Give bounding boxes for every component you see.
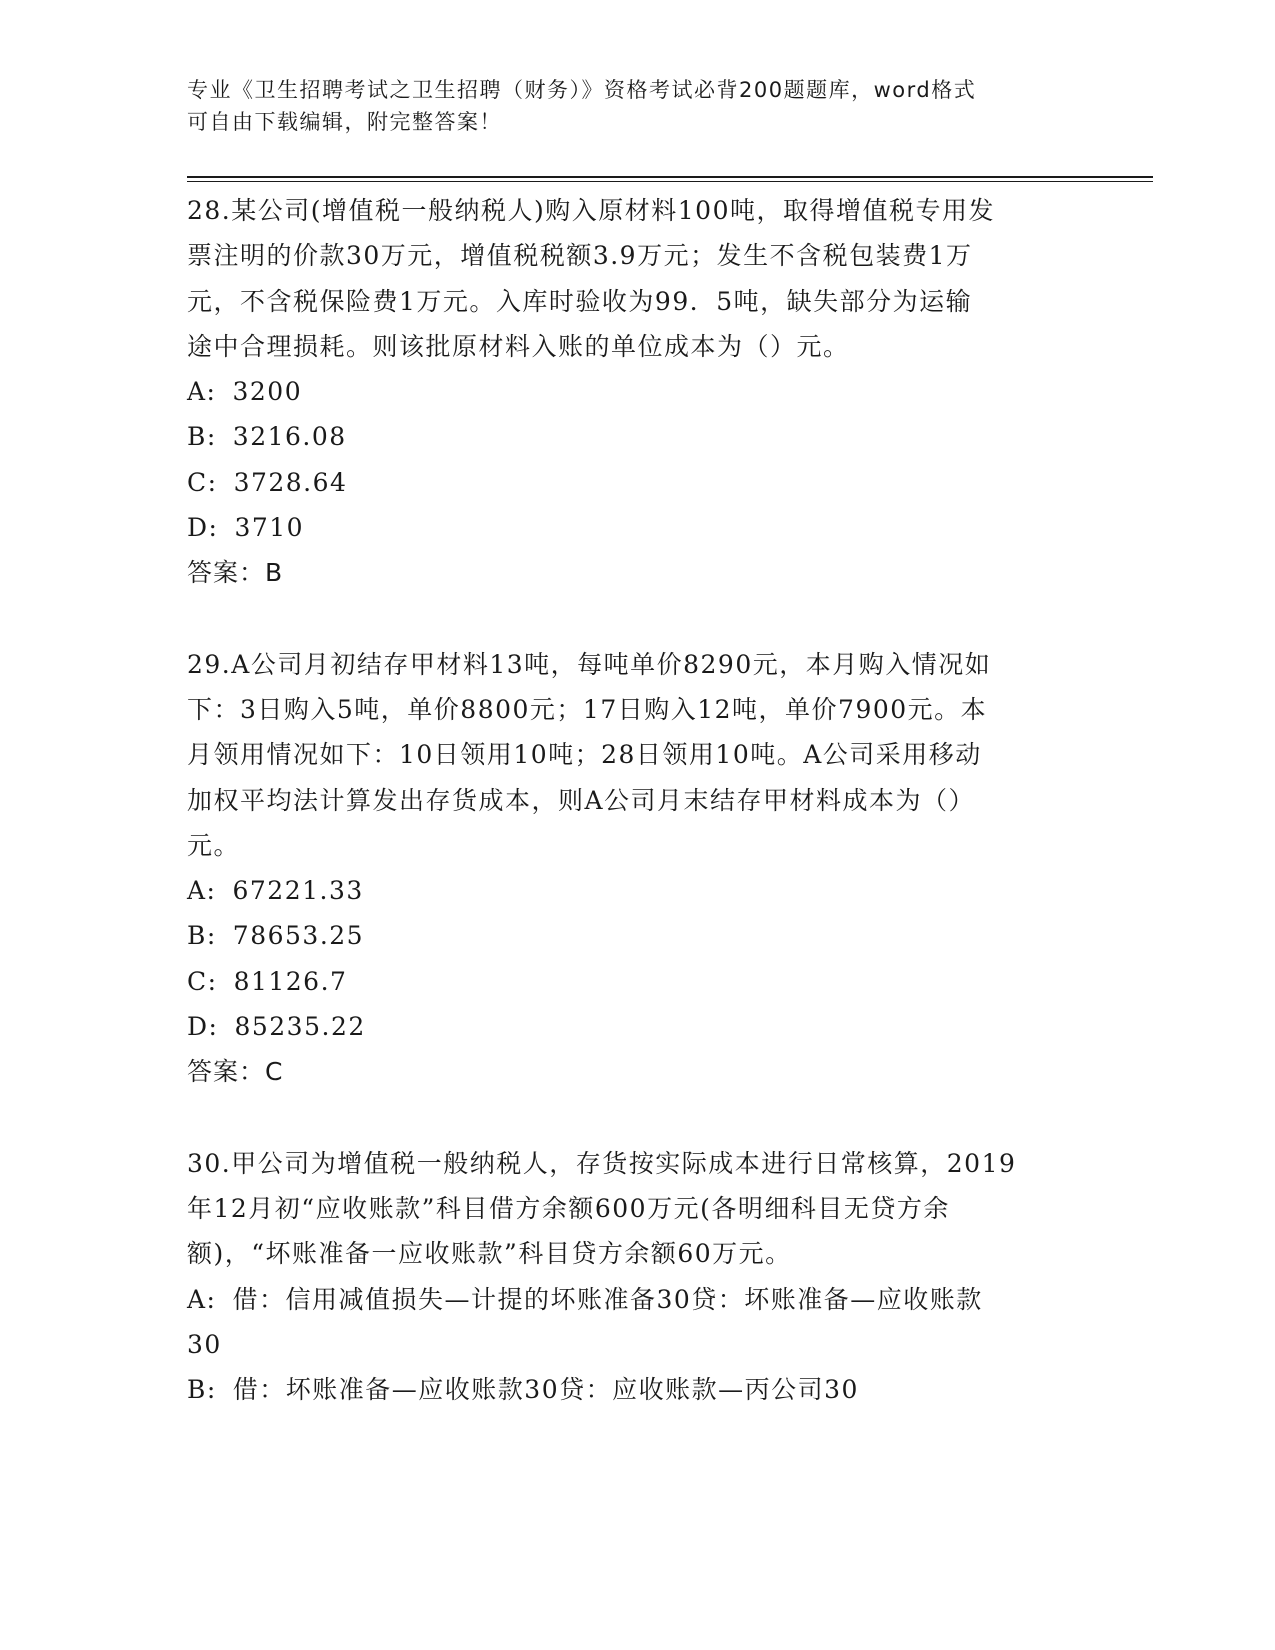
option-c — [187, 959, 1087, 1004]
option-d — [187, 505, 1087, 550]
option-a — [187, 868, 1087, 913]
question-text-line: 元，不含税保险费1万元。入库时验收为99．5吨，缺失部分为运输 — [187, 286, 973, 316]
answer-label: 答案：C — [187, 1057, 284, 1087]
option-b — [187, 1367, 1087, 1412]
question-text-line: 途中合理损耗。则该批原材料入账的单位成本为（）元。 — [187, 331, 850, 361]
answer-label: 答案：B — [187, 558, 284, 588]
option-letter: D: — [187, 1012, 219, 1042]
option-text: 借：坏账准备—应收账款30贷：应收账款—丙公司30 — [232, 1375, 859, 1405]
question-text-line: 月领用情况如下：10日领用10吨；28日领用10吨。A公司采用移动 — [187, 740, 982, 770]
option-text: 3728.64 — [233, 467, 348, 497]
question-text-line: 29.A公司月初结存甲材料13吨，每吨单价8290元，本月购入情况如 — [187, 649, 992, 679]
option-c — [187, 460, 1087, 505]
header-divider-thick — [187, 176, 1153, 178]
option-text: 借：信用减值损失—计提的坏账准备30贷：坏账准备—应收账款 — [232, 1284, 983, 1314]
option-letter: D: — [187, 513, 219, 543]
option-text: 3710 — [234, 513, 305, 543]
question-text-line: 额)，“坏账准备一应收账款”科目贷方余额60万元。 — [187, 1239, 792, 1269]
option-a — [187, 1277, 1087, 1322]
option-text: 78653.25 — [232, 921, 365, 951]
option-b — [187, 913, 1087, 958]
header-line-1: 专业《卫生招聘考试之卫生招聘（财务）》资格考试必背200题题库，word格式 — [187, 78, 977, 102]
header-line-2: 可自由下载编辑，附完整答案！ — [187, 110, 502, 134]
option-text: 30 — [187, 1329, 222, 1359]
question-text-line: 元。 — [187, 830, 241, 860]
option-a-continued — [187, 1322, 1087, 1367]
option-letter: B: — [187, 921, 217, 951]
option-text: 85235.22 — [234, 1012, 366, 1042]
spacer — [187, 596, 1087, 642]
question-list — [187, 188, 1087, 1412]
question-30 — [187, 1141, 1087, 1413]
question-text-line: 年12月初“应收账款”科目借方余额600万元(各明细科目无贷方余 — [187, 1193, 950, 1223]
question-text-line: 加权平均法计算发出存货成本，则A公司月末结存甲材料成本为（） — [187, 785, 976, 815]
option-letter: B: — [187, 1375, 217, 1405]
option-text: 81126.7 — [233, 966, 348, 996]
option-letter: A: — [187, 1284, 217, 1314]
option-b — [187, 414, 1087, 459]
option-letter: C: — [187, 467, 218, 497]
question-text-line: 28.某公司(增值税一般纳税人)购入原材料100吨，取得增值税专用发 — [187, 196, 995, 225]
question-28 — [187, 188, 1087, 596]
question-text-line: 下：3日购入5吨，单价8800元；17日购入12吨，单价7900元。本 — [187, 694, 988, 724]
option-d — [187, 1004, 1087, 1049]
header-divider-thin — [187, 181, 1153, 182]
option-text: 3216.08 — [232, 422, 347, 452]
question-text-line: 30.甲公司为增值税一般纳税人，存货按实际成本进行日常核算，2019 — [187, 1148, 1017, 1178]
option-letter: A: — [187, 377, 217, 407]
document-header — [187, 74, 1067, 138]
spacer — [187, 1095, 1087, 1141]
option-letter: A: — [187, 876, 217, 906]
option-text: 3200 — [232, 377, 303, 407]
option-letter: C: — [187, 966, 218, 996]
option-text: 67221.33 — [232, 876, 364, 906]
option-a — [187, 369, 1087, 414]
option-letter: B: — [187, 422, 217, 452]
question-text-line: 票注明的价款30万元，增值税税额3.9万元；发生不含税包装费1万 — [187, 241, 973, 271]
question-29 — [187, 642, 1087, 1095]
